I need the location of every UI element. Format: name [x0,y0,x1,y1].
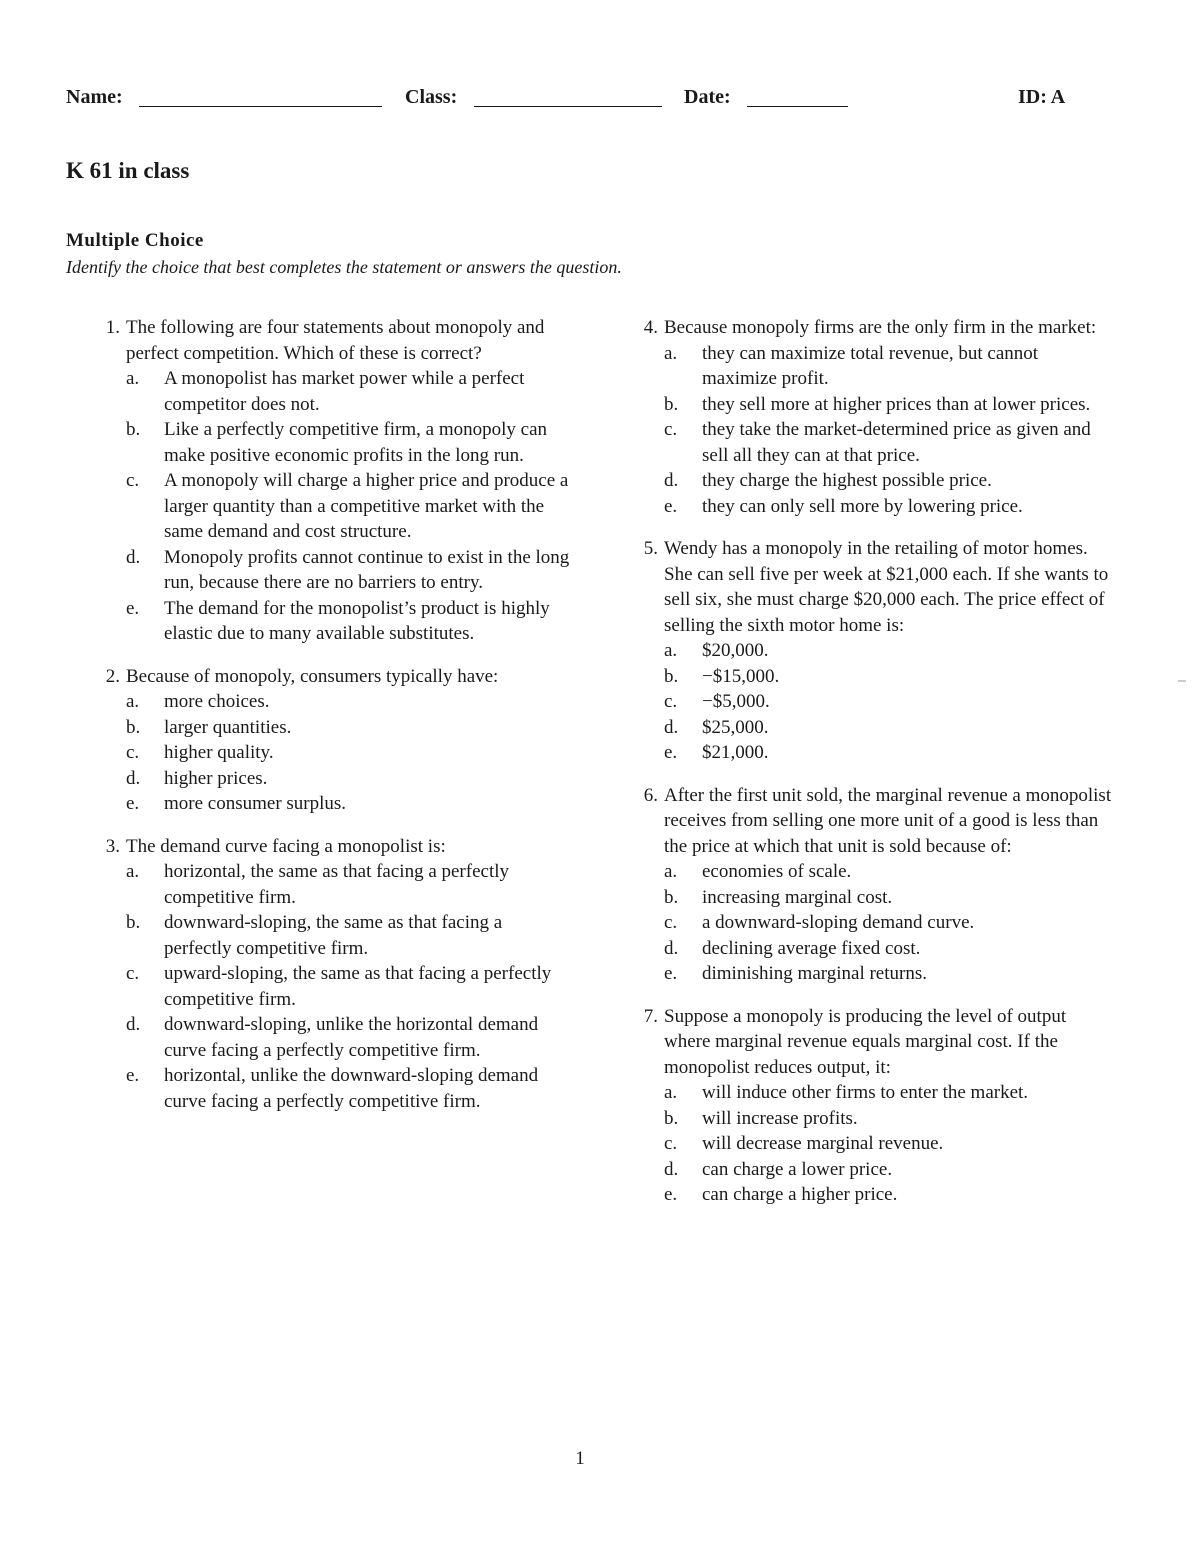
question-stem: The demand curve facing a monopolist is: [126,835,446,857]
option-c [126,961,574,1012]
option-e [126,596,574,647]
question-6 [626,783,1112,987]
option-e [126,791,574,817]
option-text: can charge a lower price. [702,1158,893,1180]
option-b [664,392,1112,418]
option-b [126,417,574,468]
name-label: Name: [66,86,123,108]
option-letter: c. [126,742,140,763]
option-e [126,1063,574,1114]
option-text: −$5,000. [702,691,770,712]
option-letter: a. [664,640,678,661]
option-letter: d. [664,470,679,491]
option-a [664,341,1112,392]
option-list [664,341,1112,520]
option-d [664,715,1112,741]
option-list [664,859,1112,987]
question-stem: Because of monopoly, consumers typically have: [126,665,499,687]
option-e [664,961,1112,987]
option-letter: e. [664,495,678,517]
option-e [664,1182,1112,1208]
option-text: they charge the highest possible price. [702,470,992,491]
option-text: they sell more at higher prices than at lower prices. [702,393,1091,415]
option-c [664,1131,1112,1157]
question-2 [88,664,574,817]
option-text: Like a perfectly competitive firm, a monopoly can make positive economic profits in the long run. [164,419,548,466]
option-letter: c. [664,691,678,712]
right-column [626,315,1112,1225]
option-letter: e. [126,1065,140,1086]
option-text: will induce other firms to enter the market. [702,1082,1029,1103]
option-b [664,664,1112,690]
option-e [664,494,1112,520]
option-letter: a. [126,691,140,712]
option-a [664,638,1112,664]
option-text: downward-sloping, unlike the horizontal demand curve facing a perfectly competitive firm. [164,1014,539,1061]
option-letter: c. [664,419,678,440]
option-letter: c. [664,912,678,933]
page-number: 1 [575,1448,585,1469]
option-c [126,468,574,545]
option-text: declining average fixed cost. [702,937,921,959]
option-letter: a. [664,1082,678,1103]
question-1 [88,315,574,647]
option-text: Monopoly profits cannot continue to exist in the long run, because there are no barriers to entry. [164,546,570,593]
option-c [126,740,574,766]
scan-mark [1178,680,1186,682]
question-stem: Because monopoly firms are the only firm in the market: [664,317,1097,338]
question-number: 5. [643,538,658,559]
option-b [126,910,574,961]
option-letter: b. [664,665,679,687]
option-a [126,859,574,910]
option-text: $20,000. [702,640,769,661]
option-text: higher prices. [164,767,268,789]
option-d [664,1157,1112,1183]
option-letter: d. [126,1014,141,1035]
option-letter: e. [664,1184,678,1205]
question-3 [88,834,574,1115]
option-letter: d. [664,1158,679,1180]
question-number: 1. [105,317,120,338]
question-number: 6. [643,784,658,806]
option-d [664,468,1112,494]
option-letter: d. [664,937,679,959]
option-text: they take the market-determined price as given and sell all they can at that price. [702,419,1091,466]
question-stem: The following are four statements about monopoly and perfect competition. Which of these is correct? [126,317,545,364]
option-b [126,715,574,741]
section-heading: Multiple Choice [66,230,204,251]
option-text: will increase profits. [702,1107,858,1129]
question-5 [626,536,1112,766]
option-d [664,936,1112,962]
option-list [664,638,1112,766]
option-letter: c. [126,470,140,491]
option-text: upward-sloping, the same as that facing a perfectly competitive firm. [164,963,552,1010]
header-row [66,86,1076,116]
option-text: more choices. [164,691,270,712]
option-e [664,740,1112,766]
option-text: $25,000. [702,716,769,738]
option-text: downward-sloping, the same as that facing a perfectly competitive firm. [164,912,503,959]
option-text: A monopoly will charge a higher price and produce a larger quantity than a competitive market with the same demand and cost structure. [164,470,569,542]
option-letter: b. [126,912,141,933]
option-letter: b. [126,419,141,440]
option-letter: c. [664,1133,678,1154]
option-letter: d. [664,716,679,738]
option-list [126,366,574,647]
option-letter: a. [664,342,678,364]
option-text: larger quantities. [164,716,292,738]
option-a [664,859,1112,885]
option-text: a downward-sloping demand curve. [702,912,975,933]
option-a [126,366,574,417]
date-label: Date: [684,86,731,108]
option-text: higher quality. [164,742,274,763]
option-text: horizontal, unlike the downward-sloping demand curve facing a perfectly competitive firm. [164,1065,539,1112]
option-list [126,859,574,1114]
option-letter: e. [664,742,678,763]
option-a [664,1080,1112,1106]
option-letter: a. [664,861,678,882]
option-d [126,1012,574,1063]
option-letter: c. [126,963,140,984]
left-column [88,315,574,1131]
option-text: can charge a higher price. [702,1184,898,1205]
option-c [664,689,1112,715]
question-number: 3. [105,835,120,857]
option-text: they can only sell more by lowering price. [702,495,1023,517]
question-number: 4. [643,317,658,338]
option-letter: b. [664,1107,679,1129]
question-stem: Suppose a monopoly is producing the level of output where marginal revenue equals marginal cost. If the monopolist reduces output, it: [664,1005,1067,1078]
option-list [126,689,574,817]
option-text: economies of scale. [702,861,852,882]
option-text: more consumer surplus. [164,793,347,814]
option-text: will decrease marginal revenue. [702,1133,944,1154]
option-a [126,689,574,715]
section-instructions: Identify the choice that best completes the statement or answers the question. [66,257,622,277]
option-d [126,545,574,596]
option-letter: a. [126,861,140,882]
question-stem: After the first unit sold, the marginal revenue a monopolist receives from selling one more unit of a good is less than the price at which that unit is sold because of: [664,784,1112,857]
name-blank [139,106,382,107]
option-text: increasing marginal cost. [702,886,893,908]
option-c [664,910,1112,936]
id-label: ID: A [1018,86,1066,108]
option-letter: b. [126,716,141,738]
option-letter: e. [126,597,140,619]
class-label: Class: [405,86,458,108]
option-text: The demand for the monopolist’s product is highly elastic due to many available substitutes. [164,597,550,644]
option-text: $21,000. [702,742,769,763]
option-letter: d. [126,767,141,789]
question-stem: Wendy has a monopoly in the retailing of motor homes. She can sell five per week at $21,000 each. If she wants to sell six, she must charge $20,000 each. The price effect of selling the sixth motor home is: [664,538,1109,636]
option-letter: a. [126,368,140,389]
question-number: 7. [643,1005,658,1027]
option-text: diminishing marginal returns. [702,963,927,984]
date-blank [747,106,848,107]
option-b [664,1106,1112,1132]
option-c [664,417,1112,468]
page-title: K 61 in class [66,158,190,183]
option-letter: b. [664,393,679,415]
option-b [664,885,1112,911]
option-list [664,1080,1112,1208]
question-7 [626,1004,1112,1208]
option-text: A monopolist has market power while a perfect competitor does not. [164,368,525,415]
option-letter: e. [126,793,140,814]
option-text: −$15,000. [702,665,780,687]
option-letter: b. [664,886,679,908]
option-letter: e. [664,963,678,984]
class-blank [474,106,662,107]
option-text: horizontal, the same as that facing a perfectly competitive firm. [164,861,510,908]
option-letter: d. [126,546,141,568]
question-4 [626,315,1112,519]
option-d [126,766,574,792]
option-text: they can maximize total revenue, but cannot maximize profit. [702,342,1039,389]
question-number: 2. [105,665,120,687]
